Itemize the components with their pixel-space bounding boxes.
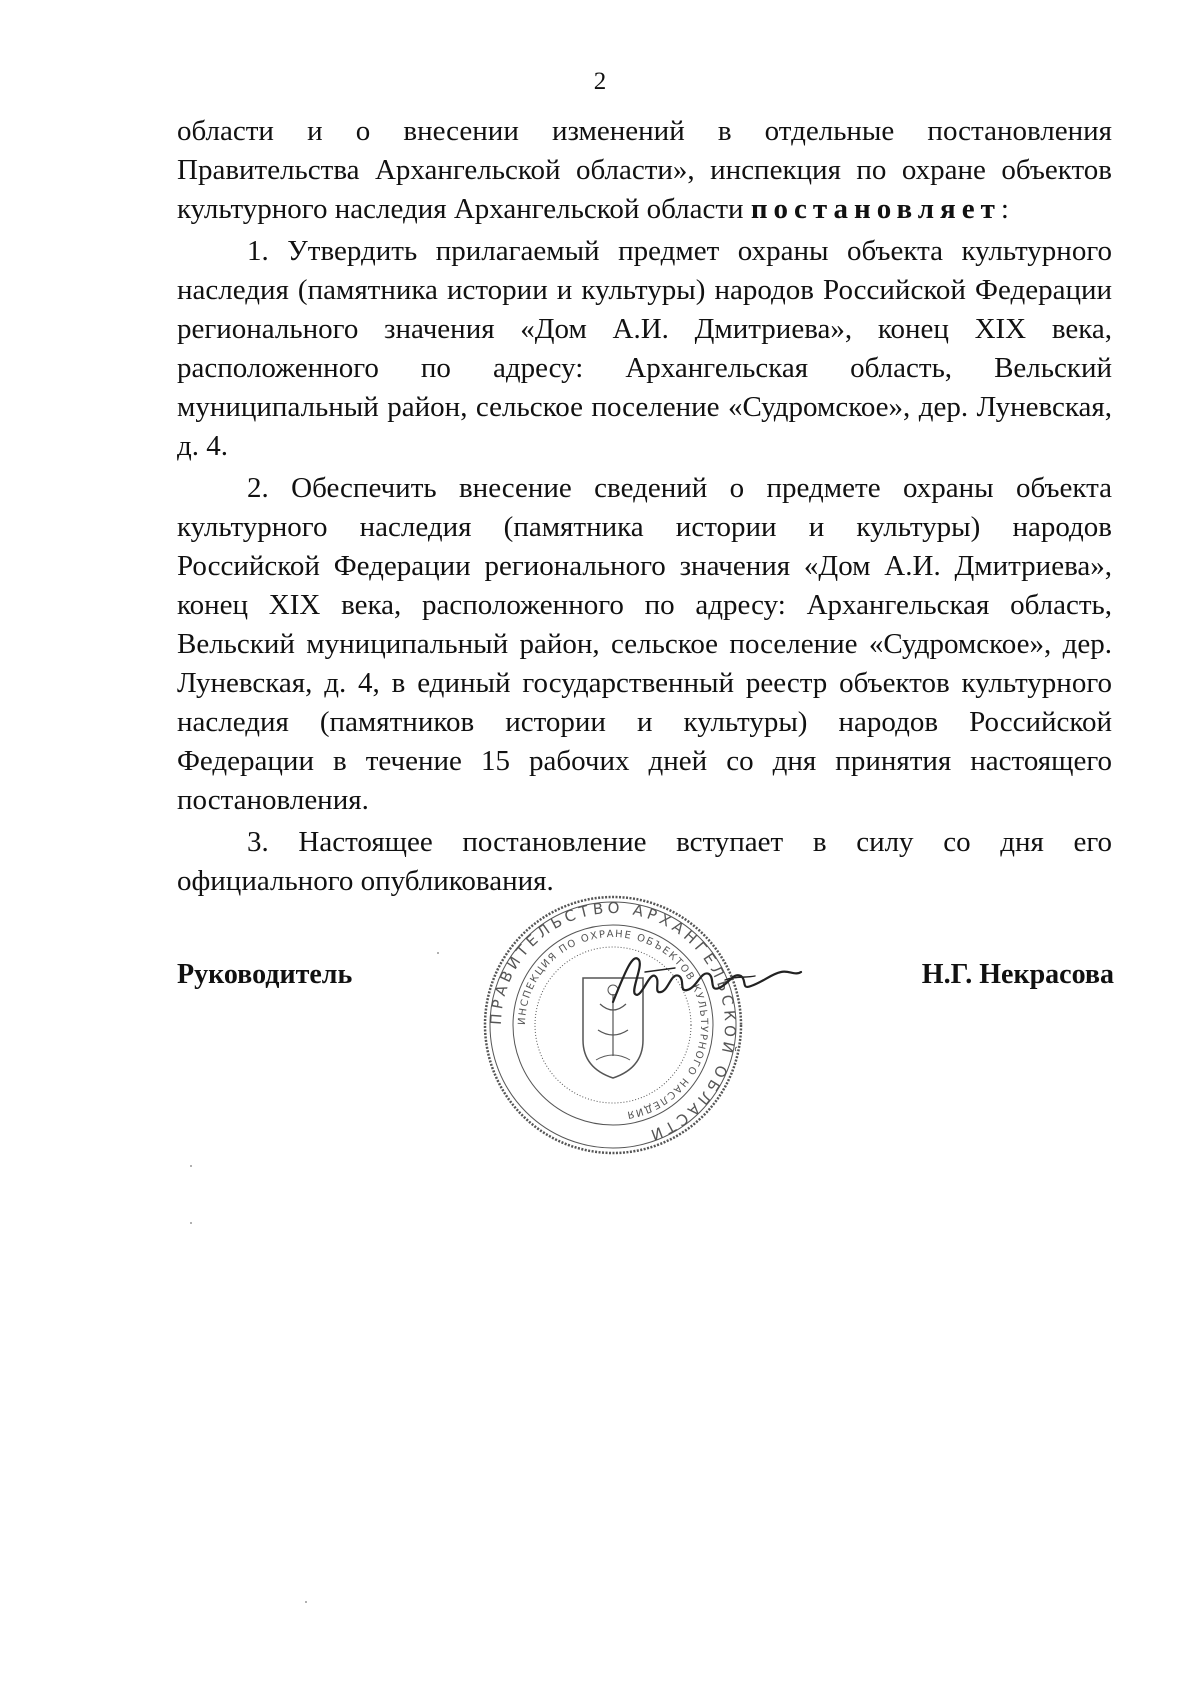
page-number: 2 [593, 68, 607, 95]
scan-speck [305, 1601, 307, 1603]
handwritten-signature [605, 942, 805, 1012]
item-3: 3. Настоящее постановление вступает в силу со дня его официального опубликования. [177, 826, 1112, 897]
seal-outer-text: ПРАВИТЕЛЬСТВО АРХАНГЕЛЬСКОЙ ОБЛАСТИ [486, 898, 740, 1146]
signatory-title: Руководитель [177, 959, 353, 990]
intro-colon: : [1000, 193, 1009, 225]
scan-speck [437, 952, 439, 954]
official-seal [478, 890, 748, 1160]
item-1: 1. Утвердить прилагаемый предмет охраны объекта культурного наследия (памятника истории и культуры) народов Российской Федерации регионального значения «Дом А.И. Дмитриева», конец XIX века, расположенного по адресу: Архангельская область, Вельский муниципальный район, сельское поселение «Судромское», дер. Луневская, д. 4. [177, 235, 1112, 462]
signatory-name: Н.Г. Некрасова [921, 959, 1114, 990]
scan-speck [190, 1165, 192, 1167]
intro-text: области и о внесении изменений в отдельные постановления Правительства Архангельской области», инспекция по охране объектов культурного наследия Архангельской области [177, 115, 1112, 225]
seal-inner-text: ИНСПЕКЦИЯ ПО ОХРАНЕ ОБЪЕКТОВ КУЛЬТУРНОГО НАСЛЕДИЯ [516, 928, 710, 1121]
document-body [177, 112, 1112, 901]
item-2: 2. Обеспечить внесение сведений о предмете охраны объекта культурного наследия (памятника истории и культуры) народов Российской Федерации регионального значения «Дом А.И. Дмитриева», конец XIX века, расположенного по адресу: Архангельская область, Вельский муниципальный район, сельское поселение «Судромское», дер. Луневская, д. 4, в единый государственный реестр объектов культурного наследия (памятников истории и культуры) народов Российской Федерации в течение 15 рабочих дней со дня принятия настоящего постановления. [177, 472, 1112, 816]
scan-speck [190, 1222, 192, 1224]
resolves-word: постановляет [750, 193, 1001, 225]
intro-paragraph [177, 112, 1112, 229]
